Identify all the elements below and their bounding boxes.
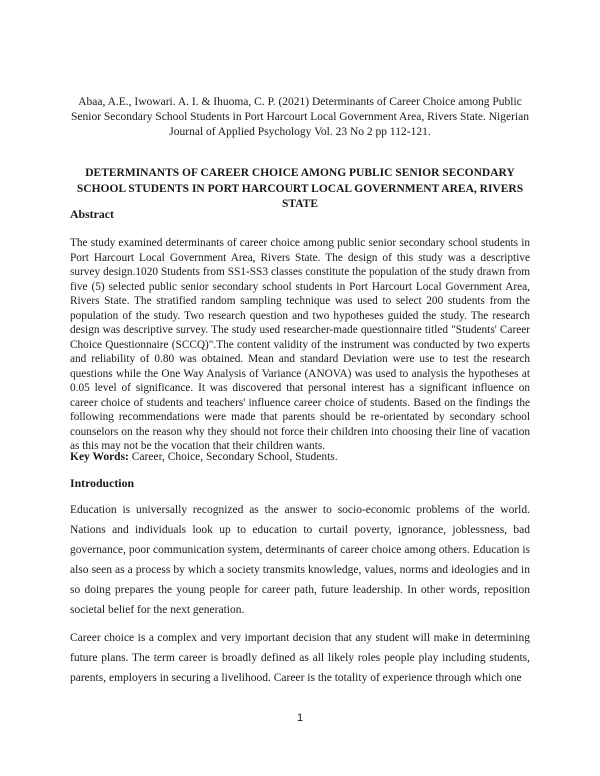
introduction-paragraph-2: Career choice is a complex and very important decision that any student will make in determining future plans. The term career is broadly defined as all likely roles people play including students, parents, employers in securing a livelihood. Career is the totality of experience through which one	[70, 632, 530, 684]
page-number: 1	[296, 712, 304, 724]
citation: Abaa, A.E., Iwowari. A. I. & Ihuoma, C. P. (2021) Determinants of Career Choice among Public Senior Secondary School Students in Port Harcourt Local Government Area, Rivers State. Nigerian Journal of Applied Psychology Vol. 23 No 2 pp 112-121.	[71, 96, 529, 138]
keywords-line	[70, 450, 530, 465]
abstract-heading: Abstract	[70, 207, 114, 221]
paper-title: DETERMINANTS OF CAREER CHOICE AMONG PUBLIC SENIOR SECONDARY SCHOOL STUDENTS IN PORT HARCOURT LOCAL GOVERNMENT AREA, RIVERS STATE	[76, 167, 524, 210]
introduction-paragraph-1: Education is universally recognized as the answer to socio-economic problems of the world. Nations and individuals look up to education to curtail poverty, ignorance, joblessness, bad governance, poor communication system, determinants of career choice among others. Education is also seen as a process by which a society transmits knowledge, values, norms and ideologies and in so doing prepares the young people for career path, future leadership. In other words, reposition societal belief for the next generation.	[70, 504, 530, 616]
abstract-text: The study examined determinants of career choice among public senior secondary school students in Port Harcourt Local Government Area, Rivers State. The design of this study was a descriptive survey design.1020 Students from SS1-SS3 classes constitute the population of the study drawn from five (5) selected public senior secondary school students in Port Harcourt Local Government Area, Rivers State. The stratified random sampling technique was used to select 200 students from the population of the study. Two research question and two hypotheses guided the study. The research design was descriptive survey. The study used researcher-made questionnaire titled "Students' Career Choice Questionnaire (SCCQ)".The content validity of the instrument was conducted by two experts and reliability of 0.80 was obtained. Mean and standard Deviation were use to test the research questions while the One Way Analysis of Variance (ANOVA) was used to analysis the hypotheses at 0.05 level of significance. It was discovered that personal interest has a significant influence on career choice of students and teachers' influence career choice of students. Based on the findings the following recommendations were made that parents should be re-orientated by secondary school counselors on the reason why they should not force their children into choosing their line of vacation as this may not be the vocation that their children wants.	[70, 237, 530, 452]
keywords-text: Career, Choice, Secondary School, Students.	[128, 451, 338, 463]
keywords-label: Key Words:	[70, 451, 129, 463]
introduction-heading: Introduction	[70, 476, 135, 490]
